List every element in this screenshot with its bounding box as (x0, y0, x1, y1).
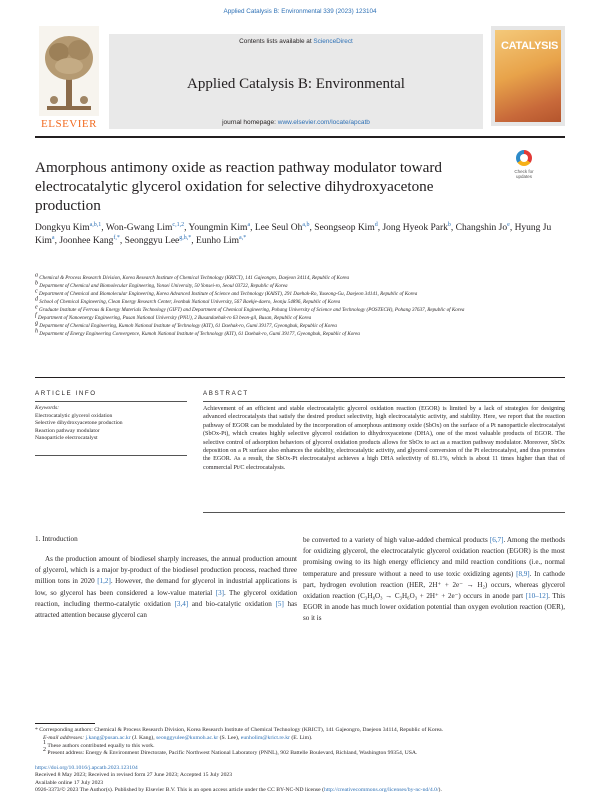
author-affiliation-marks[interactable]: a,b (302, 221, 310, 228)
author-separator: , (309, 223, 315, 233)
intro-paragraph (35, 554, 297, 621)
elsevier-logo[interactable] (35, 26, 103, 134)
author-name: Seongseop Kim (314, 223, 375, 233)
text-run: . This EGOR in anode has much lower oxidation potential than oxygen evolution reaction (OER), so it is (303, 592, 565, 623)
email-link[interactable]: eunholim@krict.re.kr (240, 734, 290, 741)
author[interactable] (106, 223, 189, 233)
keywords-rule (35, 455, 187, 456)
author-name: Changshin Jo (455, 223, 508, 233)
masthead-banner (109, 34, 483, 129)
author-affiliation-marks[interactable]: f,* (113, 234, 120, 241)
text-run: be converted to a variety of high value-added chemical products (303, 536, 490, 544)
footnote-2: $^2$ Present address: Energy & Environment Directorate, Pacific Northwest National Laboratory (PNNL), 902 Battelle Boulevard, Richland, Washington 99354, USA. (43, 747, 418, 757)
license-prefix: 0926-3373/© 2023 The Author(s). Published by Elsevier B.V. This is an open access article under the CC BY-NC-ND license ( (35, 787, 324, 794)
author-affiliation-marks[interactable]: d (374, 221, 378, 228)
received-dates: Received 8 May 2023; Received in revised form 27 June 2023; Accepted 15 July 2023 (35, 772, 233, 779)
homepage-line (109, 119, 483, 126)
author[interactable] (456, 223, 515, 233)
author-name: Lee Seul Oh (254, 223, 303, 233)
footnote-text: These authors contributed equally to this work. (47, 742, 155, 749)
author-separator: , (101, 223, 106, 233)
affiliation-text: School of Chemical Engineering, Clean Energy Research Center, Jeonbuk National University, 567 Baekje-daero, Jeonju 54896, Republic of Korea (39, 298, 341, 305)
author-separator: , (54, 236, 60, 246)
online-date: Available online 17 July 2023 (35, 779, 104, 786)
author[interactable] (59, 236, 124, 246)
crossmark-icon (516, 150, 532, 166)
affiliation-item (35, 304, 550, 314)
author-affiliation-marks[interactable]: a,b,1 (89, 221, 102, 228)
check-for-updates-badge[interactable] (510, 150, 538, 186)
affiliation-key: c (35, 288, 38, 295)
journal-cover-image[interactable] (491, 26, 565, 126)
author-name: Eunho Lim (196, 236, 240, 246)
contents-line (109, 38, 483, 45)
affiliation-text: Department of Energy Engineering Convergence, Kumoh National Institute of Technology (KIT), 61 Daehak-ro, Gumi 39177, Gyeongbuk, Republic of Korea (39, 330, 360, 337)
crossmark-line2: updates (515, 174, 532, 179)
author-separator: , (119, 236, 125, 246)
abstract-rule (203, 401, 565, 402)
elsevier-wordmark: ELSEVIER (41, 118, 97, 130)
citation-link[interactable]: [10–12] (525, 592, 549, 601)
citation-link[interactable]: [3,4] (174, 599, 189, 608)
author-affiliation-marks[interactable]: a (51, 234, 55, 241)
author-separator: , (377, 223, 381, 233)
email-owner: (S. Lee), (218, 734, 241, 741)
affiliation-text: Chemical & Process Research Division, Korea Research Institute of Chemical Technology (KRICT), 141 Gajeongro, Daejeon 34114, Republic of Korea (39, 275, 350, 281)
corresponding-author-note: * Corresponding authors: Chemical & Process Research Division, Korea Research Institute of Chemical Technology (KRICT), 141 Gajeongro, Daejeon 34114, Republic of Korea. (35, 727, 444, 733)
text-run: and bio-catalytic oxidation (188, 599, 276, 608)
affiliation-item (35, 288, 550, 298)
affiliation-text: Department of Chemical and Biomolecular Engineering, Yonsei University, 50 Yonsei-ro, Seoul 03722, Republic of Korea (39, 282, 288, 289)
abstract-text: Achievement of an efficient and stable electrocatalytic glycerol oxidation reaction (EGOR) is limited by a lack of strategies for designing advanced electrocatalysts that satisfy the desired product selectivity, high electrocatalytic activity, and stability. Here, we report that the reaction pathway of EGOR can be modulated by the incorporation of amorphous antimony oxide (SbOx) on the surface of a Pt nanoparticle electrocatalyst (SbOx-Pt), which creates highly selective glycerol oxidation to dihydroxyacetone (DHA), one of the most valuable products of EGOR. The selective control of adsorption behaviors of glycerol oxidation products allows for SbOx to act as a reaction pathway modulator. Moreover, SbOx deposition on a Pt surface also enhances the stability, electrocatalytic activity, and glycerol conversion of the Pt electrocatalyst, and thus promotes the EGOR. As a result, the SbOx-Pt electrocatalyst achieves a high DHA selectivity of 81.1%, which is about 11 times higher than that of commercial Pt/C electrocatalysts. (203, 406, 565, 471)
elsevier-tree-icon (39, 26, 99, 116)
author-name: Youngmin Kim (188, 223, 248, 233)
author-affiliation-marks[interactable]: c,1,2 (172, 221, 185, 228)
keyword-item: Selective dihydroxyacetone production (35, 420, 123, 427)
author-name: Won-Gwang Lim (105, 223, 173, 233)
citation-link[interactable]: [6,7] (489, 536, 504, 544)
author-list (35, 222, 565, 248)
author[interactable] (255, 223, 314, 233)
cover-label: CATALYSIS (501, 40, 558, 52)
author-affiliation-marks[interactable]: a (247, 221, 251, 228)
keyword-item: Electrocatalytic glycerol oxidation (35, 412, 113, 419)
footnote-text: Present address: Energy & Environment Directorate, Pacific Northwest National Laboratory (PNNL), 902 Battelle Boulevard, Richland, Washington 99354, USA. (47, 750, 418, 757)
author-name: Seonggyu Lee (124, 236, 180, 246)
intro-heading: 1. Introduction (35, 535, 78, 543)
article-info-rule (35, 401, 187, 402)
header-rule (35, 136, 565, 138)
keyword-item: Nanoparticle electrocatalyst (35, 435, 98, 442)
author-affiliation-marks[interactable]: a,* (239, 234, 247, 241)
author-affiliation-marks[interactable]: b (447, 221, 451, 228)
contents-prefix: Contents lists available at (239, 38, 312, 45)
doi-link[interactable]: https://doi.org/10.1016/j.apcatb.2023.123104 (35, 765, 138, 771)
footnote-rule (35, 723, 95, 724)
keyword-item: Reaction pathway modulator (35, 427, 100, 434)
text-run: As the production amount of biodiesel sharply increases, the annual production amount of glycerol, which is a major by-product of the biodiesel production process, reached three million tons in 2020 (35, 555, 297, 586)
homepage-link[interactable]: www.elsevier.com/locate/apcatb (277, 119, 370, 126)
author[interactable] (196, 236, 246, 246)
affiliation-key: b (35, 280, 38, 287)
intro-paragraph-continued (303, 535, 565, 625)
abstract-bottom-rule (203, 512, 565, 513)
section-rule (35, 377, 565, 378)
author-separator: , (184, 223, 189, 233)
email-label: E-mail addresses: (43, 734, 85, 741)
affiliation-item (35, 312, 550, 322)
email-link[interactable]: seonggyulee@kumoh.ac.kr (156, 734, 219, 741)
affiliation-item (35, 320, 550, 330)
author-separator: , (250, 223, 255, 233)
author-name: Jong Hyeok Park (382, 223, 448, 233)
citation-link[interactable]: [3] (215, 588, 224, 597)
text-run: . In cathode part, hydrogen evolution reaction (HER, 2H⁺ + 2e⁻ → H₂) occurs, whereas glycerol oxidation reaction (C₃H₈O₃ → C₃H₆O₃ + 2H⁺ + 2e⁻) occurs in anode part (303, 569, 565, 601)
keywords-block (35, 405, 187, 443)
affiliation-text: Department of Chemical and Biomolecular Engineering, Korea Advanced Institute of Science and Technology (KAIST), 291 Daehak-Ro, Yuseong-Gu, Daejeon 34141, Republic of Korea (38, 290, 418, 297)
affiliation-text: Graduate Institute of Ferrous & Energy Materials Technology (GIFT) and Department of Chemical Engineering, Pohang University of Science and Technology (POSTECH), Pohang 37637, Republic of Korea (38, 306, 465, 313)
body-column-right (303, 535, 565, 625)
author-separator: , (191, 236, 194, 246)
affiliation-key: d (35, 296, 38, 303)
email-owner: (E. Lim). (289, 734, 313, 741)
crossmark-label (510, 169, 538, 179)
affiliation-text: Department of Chemical Engineering, Kumoh National Institute of Technology (KIT), 61 Daehak-ro, Gumi 39177, Gyeongbuk, Republic of Korea (39, 322, 337, 329)
affiliation-list (35, 272, 550, 339)
text-run: . However, the demand for glycerol in industrial applications is low, so glycerol has been considered a low-value material (35, 577, 297, 597)
article-title: Amorphous antimony oxide as reaction pathway modulator toward electrocatalytic glycerol oxidation for selective dihydroxyacetone production (35, 159, 443, 214)
affiliation-key: a (35, 272, 38, 279)
affiliation-item (35, 280, 550, 290)
author[interactable] (35, 223, 106, 233)
author-name: Dongkyu Kim (35, 223, 90, 233)
affiliation-key: e (35, 304, 38, 311)
citation-link[interactable]: [1,2] (97, 577, 111, 586)
affiliation-item (35, 328, 550, 338)
journal-masthead (35, 26, 565, 134)
email-addresses (35, 735, 565, 743)
affiliation-key: f (35, 312, 37, 319)
citation-link[interactable]: [5] (275, 599, 284, 608)
affiliation-text: Department of Nanoenergy Engineering, Pusan National University (PNU), 2 Busandaehak-ro 63 beon-gil, Busan, Republic of Korea (37, 314, 312, 321)
email-link[interactable]: j.kang@pusan.ac.kr (85, 734, 131, 741)
license-suffix: ). (438, 787, 442, 794)
text-run: . The glycerol oxidation reaction, including thermo-catalytic oxidation (35, 588, 297, 608)
article-info-heading: ARTICLE INFO (35, 390, 97, 397)
affiliation-item (35, 272, 550, 282)
affiliation-key: g (35, 320, 38, 327)
author-name: Hyung Ju Kim (35, 223, 552, 246)
body-column-left (35, 554, 297, 621)
abstract-heading: ABSTRACT (203, 390, 249, 397)
article-meta-footer (35, 765, 565, 795)
citation-link[interactable]: [8,9] (516, 569, 530, 578)
license-link[interactable]: http://creativecommons.org/licenses/by-nc-nd/4.0/ (323, 787, 439, 794)
journal-reference[interactable]: Applied Catalysis B: Environmental 339 (2023) 123104 (223, 8, 377, 15)
author-affiliation-marks[interactable]: g,h,* (179, 234, 192, 241)
text-run: . Among the methods for oxidizing glycerol, the electrocatalytic glycerol oxidation reaction (EGOR) is the most promising owing to its high energy efficiency and mild reaction conditions (i.e., normal temperature and pressure without a need to use toxic oxidizing agents) (303, 536, 565, 578)
footnotes (35, 727, 565, 758)
affiliation-item (35, 296, 550, 306)
license-text (35, 787, 565, 794)
cover-art (495, 30, 561, 122)
keywords-label: Keywords: (35, 405, 60, 411)
author[interactable] (382, 223, 455, 233)
text-run: has attracted attention because glycerol can (35, 599, 297, 620)
author-separator: , (450, 223, 456, 233)
crossmark-line1: Check for (514, 169, 534, 174)
author-name: Joonhee Kang (59, 236, 114, 246)
author-affiliation-marks[interactable]: e (507, 221, 510, 228)
author-separator: , (509, 223, 515, 233)
author[interactable] (188, 223, 254, 233)
email-owner: (J. Kang), (130, 734, 157, 741)
author[interactable] (314, 223, 380, 233)
footnote-1: $^1$ These authors contributed equally to this work. (43, 739, 155, 749)
sciencedirect-link[interactable]: ScienceDirect (313, 38, 353, 45)
journal-title: Applied Catalysis B: Environmental (187, 76, 405, 92)
affiliation-key: h (35, 328, 38, 335)
homepage-prefix: journal homepage: (222, 119, 276, 126)
author[interactable] (125, 236, 194, 246)
